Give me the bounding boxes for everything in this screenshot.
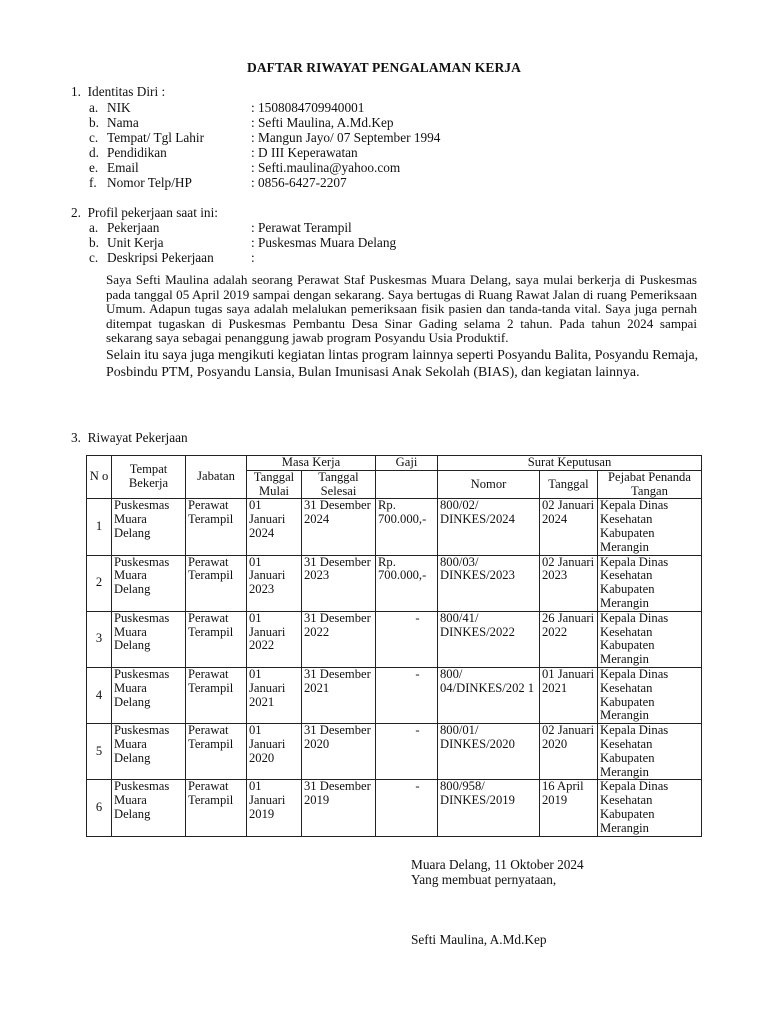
document-title: DAFTAR RIWAYAT PENGALAMAN KERJA xyxy=(246,60,521,75)
cell-nomor: 800/02/ DINKES/2024 xyxy=(438,499,540,555)
cell-jabatan: Perawat Terampil xyxy=(186,499,247,555)
table-row xyxy=(87,667,702,723)
item-key: Pekerjaan xyxy=(107,220,160,235)
cell-mulai: 01 Januari 2021 xyxy=(247,667,302,723)
cell-no: 1 xyxy=(87,499,112,555)
item-letter: b. xyxy=(89,115,99,130)
header-jabatan: Jabatan xyxy=(186,456,247,499)
cell-jabatan: Perawat Terampil xyxy=(186,780,247,836)
table-row xyxy=(87,555,702,611)
item-key: Deskripsi Pekerjaan xyxy=(107,250,214,265)
cell-tempat: Puskesmas Muara Delang xyxy=(112,724,186,780)
cell-tanggal: 02 Januari 2023 xyxy=(540,555,598,611)
item-letter: e. xyxy=(89,160,99,175)
section-identitas-heading: 1. Identitas Diri : xyxy=(71,84,166,99)
cell-tempat: Puskesmas Muara Delang xyxy=(112,780,186,836)
cell-tempat: Puskesmas Muara Delang xyxy=(112,667,186,723)
item-key: Unit Kerja xyxy=(107,235,164,250)
item-letter: c. xyxy=(89,130,99,145)
item-key: Email xyxy=(107,160,139,175)
item-value: : 0856-6427-2207 xyxy=(251,175,347,190)
cell-gaji: Rp. 700.000,- xyxy=(376,555,438,611)
cell-tanggal: 01 Januari 2021 xyxy=(540,667,598,723)
header-nomor: Nomor xyxy=(438,470,540,499)
item-value: : Puskesmas Muara Delang xyxy=(251,235,397,250)
cell-selesai: 31 Desember 2019 xyxy=(302,780,376,836)
work-history-table xyxy=(86,455,702,837)
cell-pejabat: Kepala Dinas Kesehatan Kabupaten Merangin xyxy=(598,780,702,836)
cell-no: 5 xyxy=(87,724,112,780)
cell-nomor: 800/41/ DINKES/2022 xyxy=(438,611,540,667)
header-gaji: Gaji xyxy=(376,456,438,471)
item-key: Tempat/ Tgl Lahir xyxy=(107,130,205,145)
item-key: Pendidikan xyxy=(107,145,167,160)
item-key: NIK xyxy=(107,100,131,115)
cell-selesai: 31 Desember 2023 xyxy=(302,555,376,611)
cell-selesai: 31 Desember 2024 xyxy=(302,499,376,555)
cell-gaji: - xyxy=(376,667,438,723)
cell-tanggal: 02 Januari 2024 xyxy=(540,499,598,555)
signature-name: Sefti Maulina, A.Md.Kep xyxy=(411,932,547,947)
cell-no: 3 xyxy=(87,611,112,667)
cell-mulai: 01 Januari 2024 xyxy=(247,499,302,555)
cell-jabatan: Perawat Terampil xyxy=(186,611,247,667)
cell-no: 6 xyxy=(87,780,112,836)
header-tempat: Tempat Bekerja xyxy=(112,456,186,499)
item-value: : Mangun Jayo/ 07 September 1994 xyxy=(251,130,441,145)
header-surat-keputusan: Surat Keputusan xyxy=(438,456,702,471)
item-value: : 1508084709940001 xyxy=(251,100,365,115)
cell-gaji: - xyxy=(376,780,438,836)
cell-pejabat: Kepala Dinas Kesehatan Kabupaten Merangin xyxy=(598,555,702,611)
cell-gaji: Rp. 700.000,- xyxy=(376,499,438,555)
cell-pejabat: Kepala Dinas Kesehatan Kabupaten Merangin xyxy=(598,667,702,723)
cell-jabatan: Perawat Terampil xyxy=(186,667,247,723)
item-value: : Sefti Maulina, A.Md.Kep xyxy=(251,115,394,130)
cell-tempat: Puskesmas Muara Delang xyxy=(112,555,186,611)
section-profil-heading: 2. Profil pekerjaan saat ini: xyxy=(71,205,218,220)
cell-pejabat: Kepala Dinas Kesehatan Kabupaten Merangin xyxy=(598,499,702,555)
cell-no: 4 xyxy=(87,667,112,723)
cell-no: 2 xyxy=(87,555,112,611)
cell-gaji: - xyxy=(376,724,438,780)
table-row xyxy=(87,499,702,555)
cell-mulai: 01 Januari 2023 xyxy=(247,555,302,611)
cell-tempat: Puskesmas Muara Delang xyxy=(112,611,186,667)
cell-jabatan: Perawat Terampil xyxy=(186,724,247,780)
header-tanggal-mulai: Tanggal Mulai xyxy=(247,470,302,499)
cell-pejabat: Kepala Dinas Kesehatan Kabupaten Merangin xyxy=(598,724,702,780)
table-row xyxy=(87,780,702,836)
item-value: : xyxy=(251,250,255,265)
cell-nomor: 800/ 04/DINKES/202 1 xyxy=(438,667,540,723)
cell-mulai: 01 Januari 2022 xyxy=(247,611,302,667)
item-value: : D III Keperawatan xyxy=(251,145,358,160)
cell-nomor: 800/03/ DINKES/2023 xyxy=(438,555,540,611)
item-letter: c. xyxy=(89,250,99,265)
item-key: Nama xyxy=(107,115,139,130)
cell-mulai: 01 Januari 2019 xyxy=(247,780,302,836)
signature-statement: Yang membuat pernyataan, xyxy=(411,872,557,887)
header-tanggal-selesai: Tanggal Selesai xyxy=(302,470,376,499)
item-value: : Perawat Terampil xyxy=(251,220,352,235)
item-letter: b. xyxy=(89,235,99,250)
section-riwayat-heading: 3. Riwayat Pekerjaan xyxy=(71,430,188,445)
cell-tanggal: 26 Januari 2022 xyxy=(540,611,598,667)
item-letter: f. xyxy=(89,175,97,190)
table-row xyxy=(87,611,702,667)
cell-tempat: Puskesmas Muara Delang xyxy=(112,499,186,555)
cell-jabatan: Perawat Terampil xyxy=(186,555,247,611)
header-pejabat: Pejabat Penanda Tangan xyxy=(598,470,702,499)
cell-tanggal: 16 April 2019 xyxy=(540,780,598,836)
cell-selesai: 31 Desember 2020 xyxy=(302,724,376,780)
header-no: N o xyxy=(87,456,112,499)
job-description-paragraph: Saya Sefti Maulina adalah seorang Perawat Staf Puskesmas Muara Delang, saya mulai berkerja di Puskesmas pada tanggal 05 April 2019 sampai dengan sekarang. Saya bertugas di Ruang Rawat Jalan di ruang Pemeriksaan Umum. Adapun tugas saya adalah melalukan pemeriksaan fisik pasien dan tanda-tanda vital. Saya juga pernah ditempat tugaskan di Puskesmas Pembantu Desa Sinar Gading selama 2 tahun. Pada tahun 2024 sampai sekarang saya sebagai penanggung jawab program Posyandu Usia Produktif. xyxy=(106,272,697,346)
cell-mulai: 01 Januari 2020 xyxy=(247,724,302,780)
item-letter: d. xyxy=(89,145,99,160)
cell-pejabat: Kepala Dinas Kesehatan Kabupaten Merangin xyxy=(598,611,702,667)
table-row xyxy=(87,724,702,780)
item-key: Nomor Telp/HP xyxy=(107,175,192,190)
item-value: : Sefti.maulina@yahoo.com xyxy=(251,160,401,175)
cell-tanggal: 02 Januari 2020 xyxy=(540,724,598,780)
header-masa-kerja: Masa Kerja xyxy=(247,456,376,471)
cell-selesai: 31 Desember 2021 xyxy=(302,667,376,723)
item-letter: a. xyxy=(89,220,99,235)
signature-place-date: Muara Delang, 11 Oktober 2024 xyxy=(411,857,584,872)
header-tanggal: Tanggal xyxy=(540,470,598,499)
cell-nomor: 800/958/ DINKES/2019 xyxy=(438,780,540,836)
cell-gaji: - xyxy=(376,611,438,667)
item-letter: a. xyxy=(89,100,99,115)
cell-selesai: 31 Desember 2022 xyxy=(302,611,376,667)
header-gaji-blank xyxy=(376,470,438,499)
cell-nomor: 800/01/ DINKES/2020 xyxy=(438,724,540,780)
job-description-extra: Selain itu saya juga mengikuti kegiatan lintas program lainnya seperti Posyandu Balita, Posyandu Remaja, Posbindu PTM, Posyandu Lansia, Bulan Imunisasi Anak Sekolah (BIAS), dan kegiatan lainnya. xyxy=(106,348,699,380)
